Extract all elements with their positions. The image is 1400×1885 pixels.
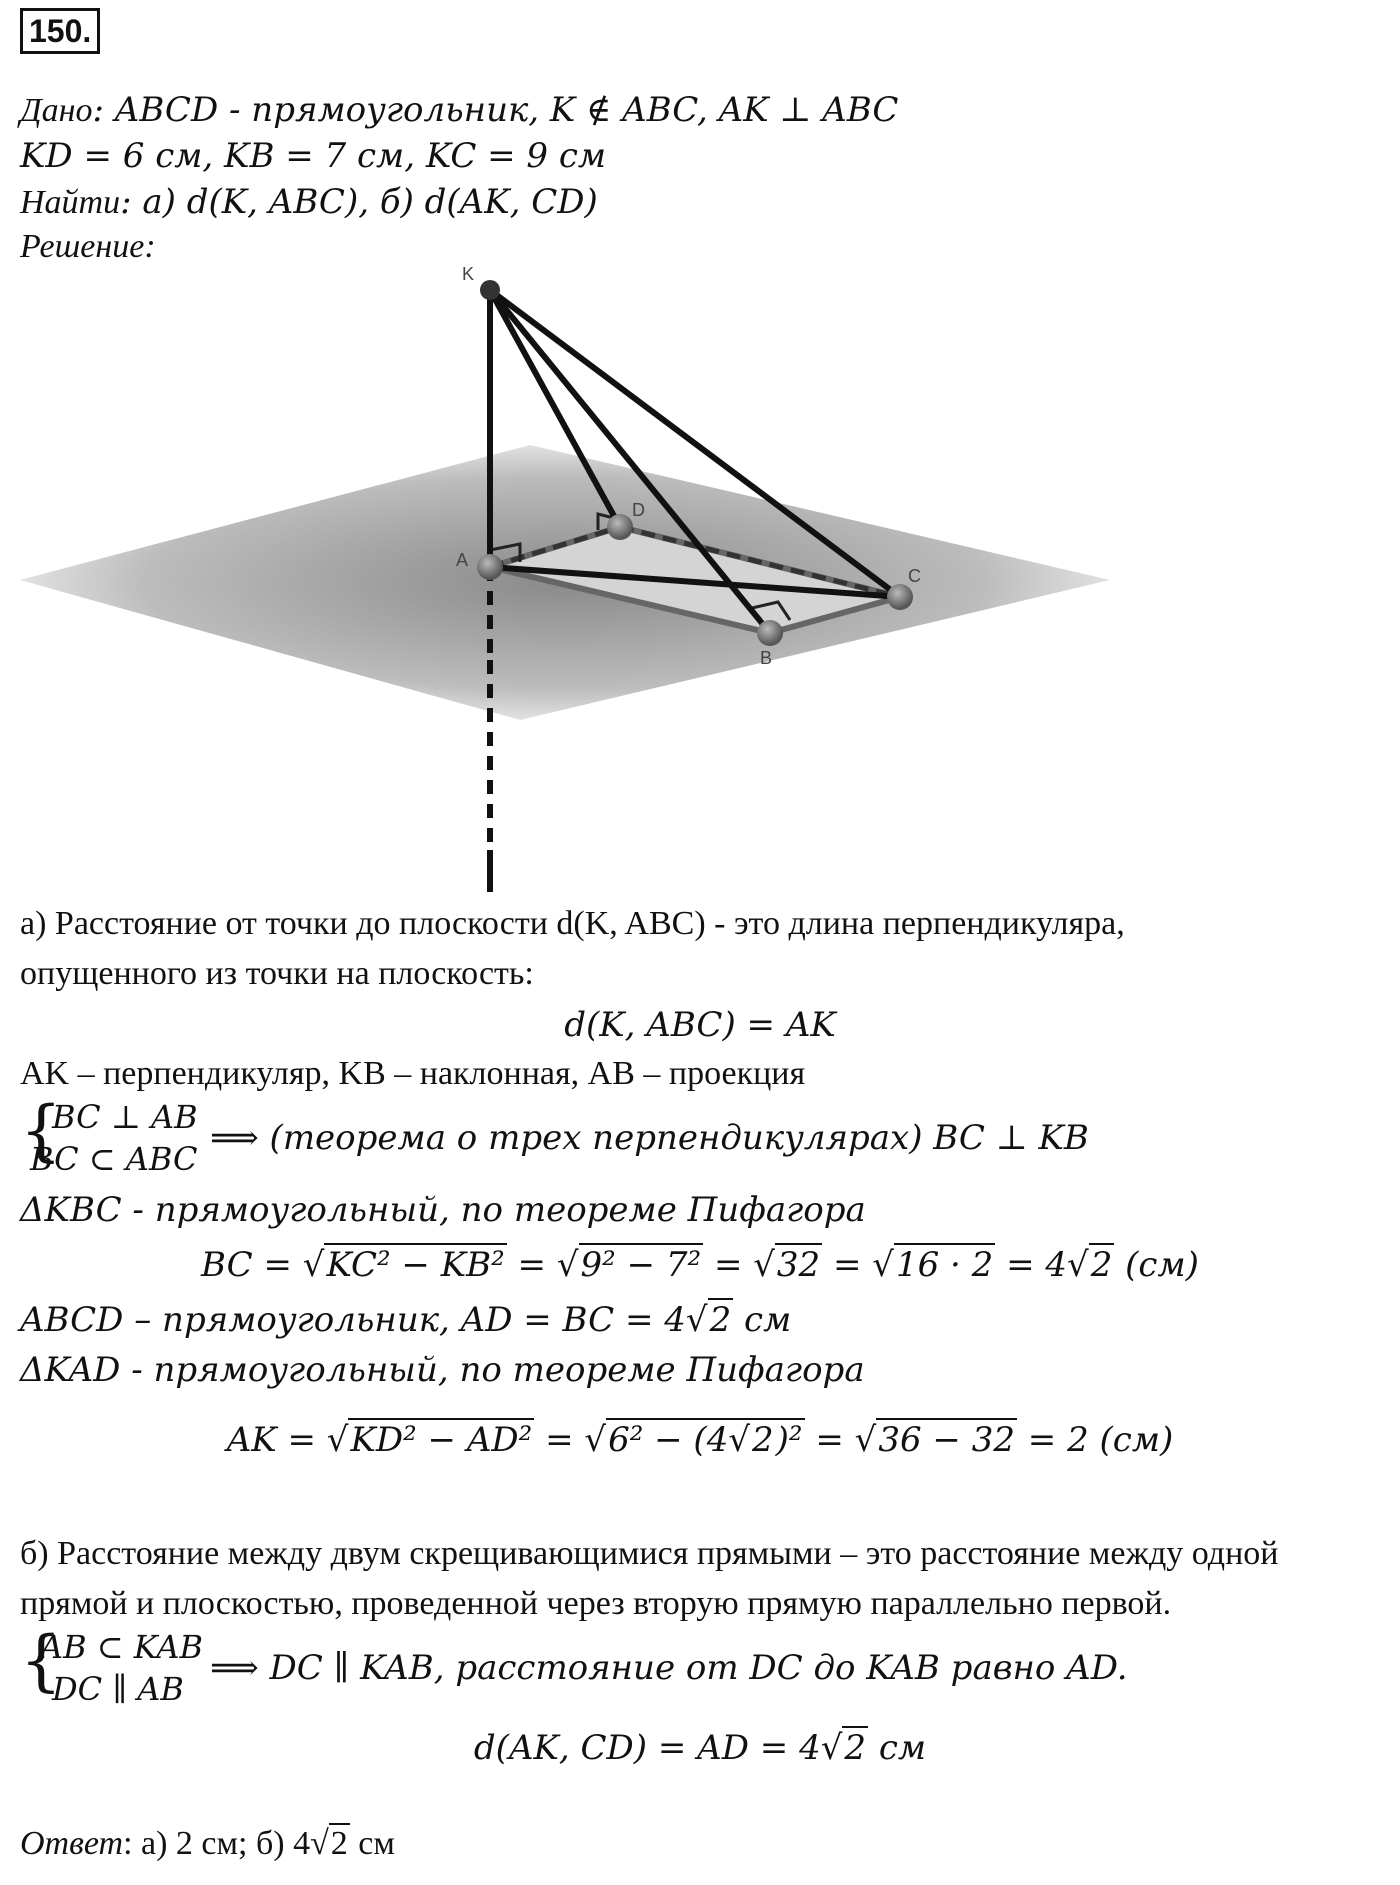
system-2-line-a: AB ⊂ KAB (40, 1628, 204, 1666)
triangle-kbc-line: ΔKBC - прямоугольный, по теореме Пифагора (20, 1190, 866, 1230)
eq-bc-tail: (см) (1114, 1245, 1199, 1285)
answer-line: Ответ: а) 2 см; б) 4√2 см (20, 1825, 395, 1862)
given-label: Дано (20, 92, 93, 129)
given-text-1: : ABCD - прямоугольник, K ∉ ABC, AK ⊥ ABC (92, 90, 899, 130)
answer-root: 2 (330, 1825, 348, 1862)
label-a: A (456, 550, 469, 570)
eq-bc-lhs: BC = (201, 1245, 303, 1285)
eq-ak-mid-2: = (804, 1420, 855, 1460)
abcd-line-suffix: см (733, 1300, 792, 1340)
abcd-line-prefix: ABCD – прямоугольник, AD = BC = 4 (20, 1300, 686, 1340)
triangle-kad-line: ΔKAD - прямоугольный, по теореме Пифагора (20, 1350, 865, 1390)
eq-bc-root-1: KC² − KB² (326, 1245, 505, 1285)
label-k: K (462, 264, 475, 284)
solution-label: Решение: (20, 228, 156, 265)
given-line-1 (20, 90, 898, 130)
part-a-intro-2: опущенного из точки на плоскость: (20, 955, 534, 992)
find-line (20, 182, 598, 222)
answer-suffix: см (349, 1825, 395, 1862)
eq-ak-root-2: 6² − (4√2)² (608, 1420, 803, 1460)
eq-ak-root-1: KD² − AD² (350, 1420, 533, 1460)
eq-ak-mid-1: = (534, 1420, 585, 1460)
geometry-figure (0, 260, 1400, 900)
equation-bc: BC = √KC² − KB² = √9² − 7² = √32 = √16 · 2 = 4√2 (см) (201, 1245, 1199, 1285)
part-a-intro-1: а) Расстояние от точки до плоскости d(K, ABC) - это длина перпендикуляра, (20, 905, 1125, 942)
equation-distance: d(K, ABC) = AK (564, 1005, 836, 1045)
point-a (477, 554, 503, 580)
label-c: C (908, 566, 921, 586)
eq-bc-mid-1: = (506, 1245, 557, 1285)
system-1-line-b: BC ⊂ ABC (30, 1140, 198, 1178)
eq-ak-root-2b: 2 (752, 1420, 774, 1460)
point-d (607, 514, 633, 540)
eq-ak-lhs: AK = (226, 1420, 327, 1460)
find-text: : а) d(K, ABC), б) d(AK, CD) (120, 182, 598, 222)
system-1-line-a: BC ⊥ AB (52, 1098, 198, 1136)
eq-ak-root-2a: 6² − (4 (608, 1420, 729, 1460)
system-brace-1: { (20, 1092, 62, 1169)
rectangle-abcd-line: ABCD – прямоугольник, AD = BC = 4√2 см (20, 1300, 792, 1340)
eq-bc-root-3: 32 (776, 1245, 821, 1285)
eq-b-root: 2 (844, 1728, 867, 1768)
equation-d-ak-cd: d(AK, CD) = AD = 4√2 см (473, 1728, 927, 1768)
eq-ak-tail: = 2 (см) (1016, 1420, 1174, 1460)
eq-b-prefix: d(AK, CD) = AD = 4 (473, 1728, 821, 1768)
abcd-line-root: 2 (709, 1300, 732, 1340)
system-1-result: ⟹ (теорема о трех перпендикулярах) BC ⊥ KB (210, 1118, 1089, 1158)
eq-bc-root-4: 16 · 2 (895, 1245, 994, 1285)
label-d: D (632, 500, 645, 520)
answer-label: Ответ (20, 1825, 124, 1862)
eq-bc-mid-3: = (822, 1245, 873, 1285)
eq-ak-root-3: 36 − 32 (878, 1420, 1015, 1460)
eq-bc-mid-2: = (703, 1245, 754, 1285)
part-b-intro-2: прямой и плоскостью, проведенной через вторую прямую параллельно первой. (20, 1585, 1172, 1622)
point-b (757, 620, 783, 646)
eq-b-suffix: см (868, 1728, 927, 1768)
eq-bc-root-5: 2 (1090, 1245, 1113, 1285)
point-c (887, 584, 913, 610)
part-b-intro-1: б) Расстояние между двум скрещивающимися прямыми – это расстояние между одной (20, 1535, 1279, 1572)
system-2-result: ⟹ DC ∥ KAB, расстояние от DC до KAB равно AD. (210, 1648, 1128, 1688)
given-line-2: KD = 6 см, KB = 7 см, KC = 9 см (20, 136, 607, 176)
system-brace-2: { (20, 1622, 62, 1699)
equation-ak: AK = √KD² − AD² = √6² − (4√2)² = √36 − 32 = 2 (см) (226, 1420, 1174, 1460)
part-a-line-3: AK – перпендикуляр, KB – наклонная, AB – проекция (20, 1055, 806, 1092)
eq-bc-root-2: 9² − 7² (580, 1245, 702, 1285)
find-label: Найти (20, 184, 121, 221)
system-2-line-b: DC ∥ AB (52, 1670, 184, 1708)
eq-ak-root-2c: )² (775, 1420, 803, 1460)
eq-bc-mid-4: = 4 (995, 1245, 1068, 1285)
point-k (480, 280, 500, 300)
problem-number: 150. (20, 8, 100, 54)
label-b: B (760, 648, 773, 668)
answer-prefix: : а) 2 см; б) 4 (123, 1825, 311, 1862)
